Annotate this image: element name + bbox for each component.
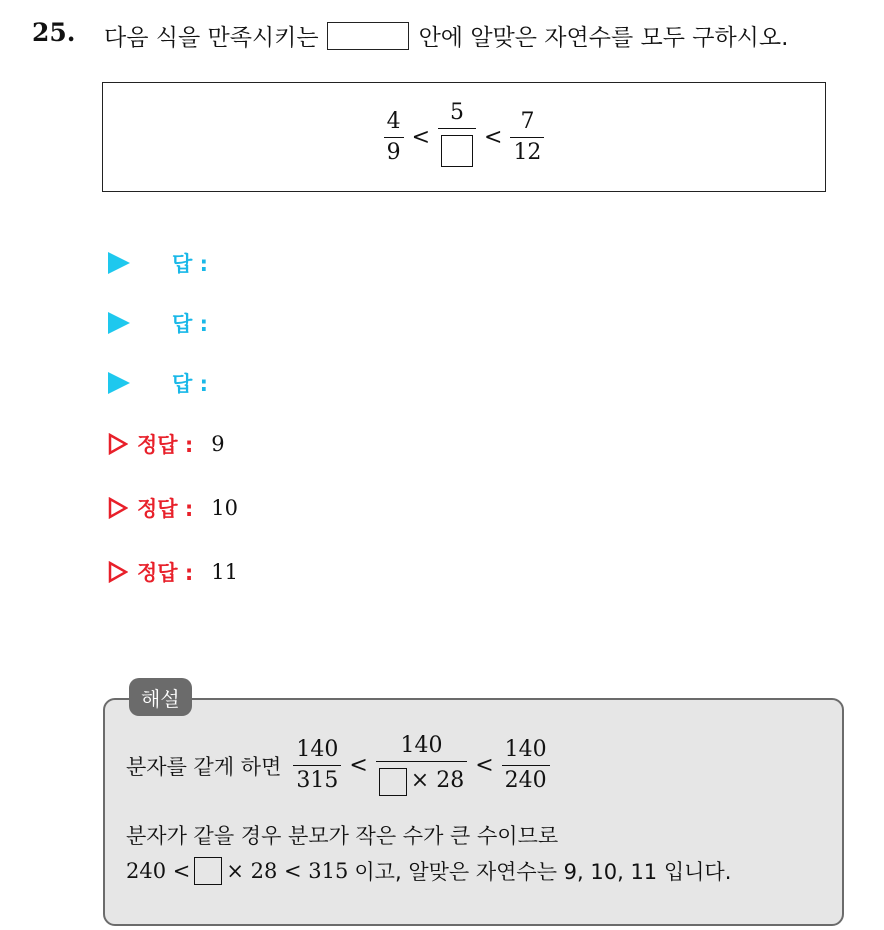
explanation-box — [103, 698, 844, 926]
fraction-denominator: 9 — [384, 137, 404, 164]
solution-label: 정답 : — [137, 433, 194, 457]
fraction-140-315 — [293, 739, 341, 792]
inequality-left: 240 < — [126, 859, 191, 883]
answer-label: 답 : — [172, 372, 208, 396]
answer-label: 답 : — [172, 312, 208, 336]
fraction-numerator: 140 — [504, 737, 547, 762]
answer-label: 답 : — [172, 252, 208, 276]
solution-label: 정답 : — [137, 561, 194, 585]
fraction-140-240 — [502, 739, 550, 792]
explanation-line-2: 분자가 같을 경우 분모가 작은 수가 큰 수이므로 — [126, 824, 559, 848]
answer-blank-box — [327, 22, 409, 50]
answer-row-2 — [108, 308, 208, 338]
less-than-sign: < — [484, 124, 503, 150]
less-than-sign: < — [411, 124, 430, 150]
fraction-denominator — [376, 761, 467, 796]
solution-value: 11 — [211, 560, 239, 584]
fraction-denominator: 12 — [510, 137, 544, 164]
less-than-sign: < — [349, 753, 368, 778]
fraction-numerator: 4 — [386, 108, 401, 134]
fraction-4-9 — [384, 108, 404, 165]
fraction-5-blank — [438, 102, 476, 172]
fraction-140-blank-times-28 — [376, 735, 467, 796]
fraction-numerator: 5 — [450, 100, 464, 125]
play-arrow-icon — [108, 312, 130, 334]
explanation-text: 분자를 같게 하면 — [126, 754, 282, 779]
explanation-line-1 — [126, 735, 554, 796]
solution-value: 10 — [211, 496, 239, 520]
fraction-denominator: 315 — [293, 765, 341, 792]
solution-row-2 — [108, 493, 238, 523]
fraction-numerator: 140 — [400, 733, 443, 758]
conclusion-text: 이고, 알맞은 자연수는 9, 10, 11 입니다. — [354, 860, 732, 884]
question-number: 25. — [32, 18, 76, 47]
question-text-after: 안에 알맞은 자연수를 모두 구하시오. — [418, 25, 789, 51]
answer-row-3 — [108, 368, 208, 398]
blank-square — [379, 768, 407, 796]
fraction-numerator: 7 — [520, 108, 535, 134]
fraction-7-12 — [510, 108, 544, 165]
equation-box — [102, 82, 826, 192]
less-than-sign: < — [475, 753, 494, 778]
explanation-tab: 해설 — [129, 678, 192, 716]
inequality-right: × 28 < 315 — [226, 859, 349, 883]
blank-square — [194, 857, 222, 885]
outline-triangle-icon — [108, 433, 128, 455]
question-text-before: 다음 식을 만족시키는 — [104, 25, 319, 51]
explanation-line-3 — [126, 856, 731, 886]
solution-label: 정답 : — [137, 497, 194, 521]
solution-row-3 — [108, 557, 238, 587]
outline-triangle-icon — [108, 497, 128, 519]
blank-square — [441, 135, 473, 167]
fraction-denominator — [438, 128, 476, 172]
play-arrow-icon — [108, 372, 130, 394]
denominator-suffix: × 28 — [410, 768, 465, 793]
solution-value: 9 — [211, 432, 225, 456]
fraction-numerator: 140 — [296, 737, 339, 762]
play-arrow-icon — [108, 252, 130, 274]
fraction-denominator: 240 — [502, 765, 550, 792]
solution-row-1 — [108, 429, 225, 459]
answer-row-1 — [108, 248, 208, 278]
question-text — [104, 19, 788, 52]
outline-triangle-icon — [108, 561, 128, 583]
